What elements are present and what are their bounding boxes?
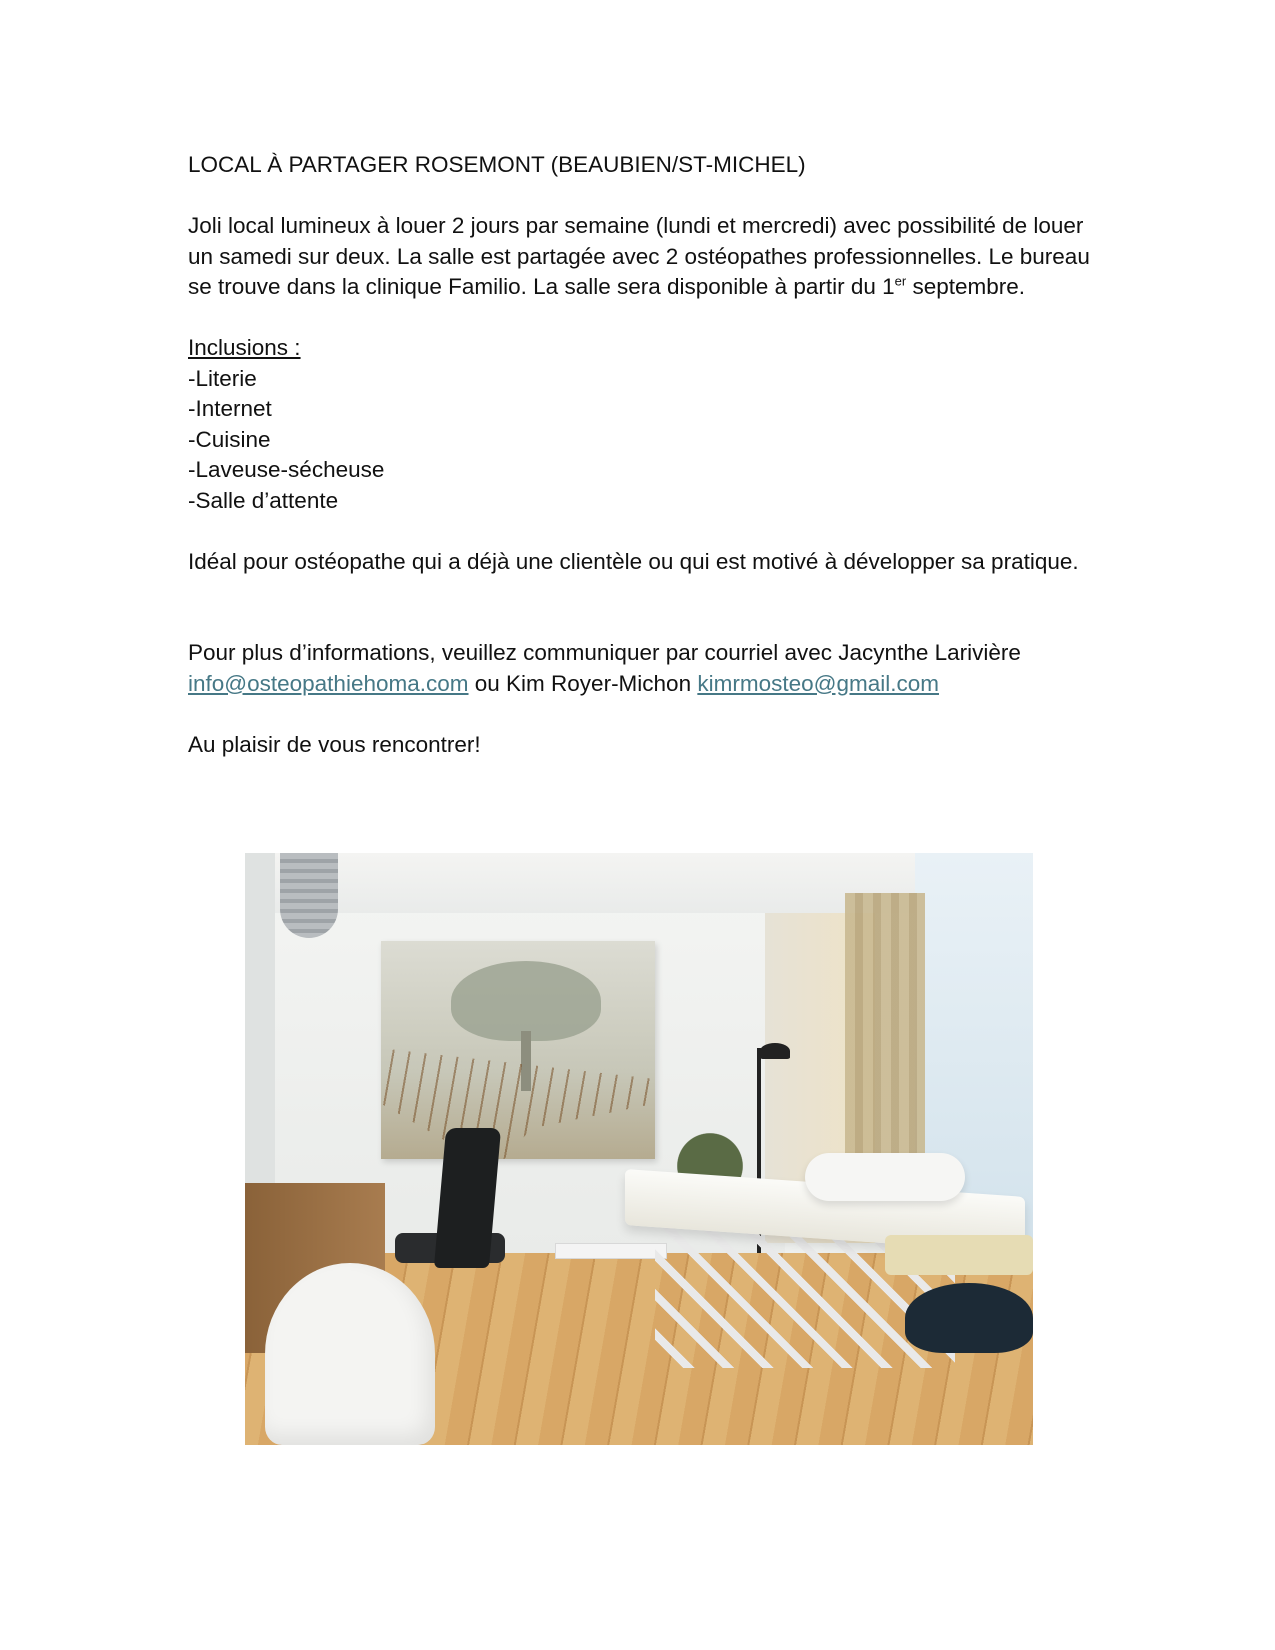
- email-link-kim[interactable]: kimrmosteo@gmail.com: [697, 670, 939, 696]
- ideal-paragraph: Idéal pour ostéopathe qui a déjà une clientèle ou qui est motivé à développer sa pratique.: [188, 548, 1079, 574]
- contact-prefix: Pour plus d’informations, veuillez communiquer par courriel avec Jacynthe Larivière: [188, 640, 1021, 665]
- inclusions-heading: Inclusions :: [188, 335, 301, 360]
- contact-paragraph: [188, 638, 1098, 699]
- list-item: -Laveuse-sécheuse: [188, 457, 385, 482]
- spacer: [188, 699, 1098, 730]
- inclusions-list: [188, 364, 1098, 517]
- photo-pillow: [805, 1153, 965, 1201]
- intro-text-after: septembre.: [906, 274, 1026, 299]
- intro-superscript: er: [894, 273, 907, 289]
- spacer: [188, 303, 1098, 334]
- photo-lamp-head: [760, 1043, 790, 1059]
- spacer: [188, 577, 1098, 638]
- intro-text: Joli local lumineux à louer 2 jours par semaine (lundi et mercredi) avec possibilité de louer un samedi sur deux. La salle est partagée avec 2 ostéopathes professionnelles. Le bureau se trouve dans la clinique Familio. La salle sera disponible à partir du 1: [188, 213, 1090, 299]
- email-link-info[interactable]: info@osteopathiehoma.com: [188, 670, 469, 696]
- photo-saddle-stool: [905, 1283, 1033, 1353]
- closing-line: Au plaisir de vous rencontrer!: [188, 731, 481, 757]
- photo-art-bridge: [381, 1036, 655, 1159]
- list-item: -Salle d’attente: [188, 487, 339, 513]
- photo-white-chair: [265, 1263, 435, 1445]
- photo-baseboard-heater: [555, 1243, 667, 1259]
- document-title: LOCAL À PARTAGER ROSEMONT (BEAUBIEN/ST-MICHEL): [188, 152, 806, 177]
- document-body: [188, 150, 1098, 760]
- photo-wall-art: [381, 941, 655, 1159]
- list-item: -Literie: [188, 365, 257, 391]
- photo-curtain: [845, 893, 925, 1193]
- photo-ventilation-duct: [280, 853, 338, 938]
- list-item: -Cuisine: [188, 426, 271, 452]
- list-item: -Internet: [188, 396, 272, 421]
- contact-middle: ou Kim Royer-Michon: [468, 670, 698, 696]
- spacer: [188, 181, 1098, 212]
- spacer: [188, 516, 1098, 547]
- photo-table-headrest: [885, 1235, 1033, 1275]
- photo-art-tree: [451, 961, 601, 1041]
- office-photo: [245, 853, 1033, 1445]
- intro-paragraph: [188, 211, 1098, 303]
